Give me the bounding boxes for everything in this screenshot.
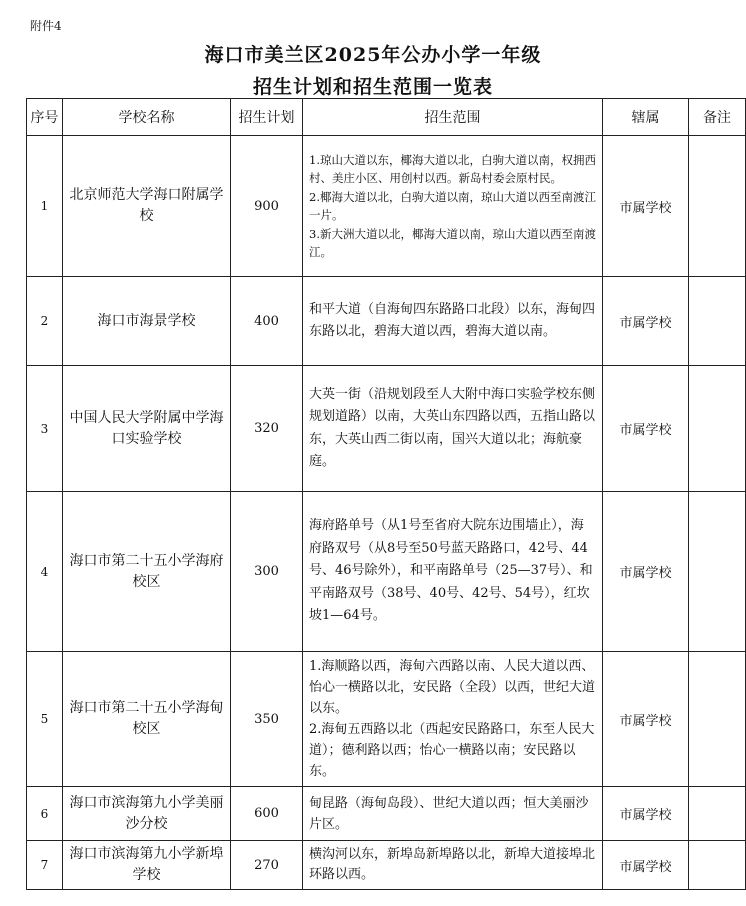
row-affiliation: 市属学校 [603, 277, 689, 366]
row-index: 4 [27, 492, 63, 652]
scope-line: 1.海顺路以西，海甸六西路以南、人民大道以西、怡心一横路以北，安民路（全段）以西，世纪大道以东。 [309, 659, 596, 716]
scope-line: 3.新大洲大道以北，椰海大道以南，琼山大道以西至南渡江。 [309, 226, 596, 259]
scope-line: 大英一街（沿规划段至人大附中海口实验学校东侧规划道路）以南，大英山东四路以西，五指山路以东，大英山西二街以南，国兴大道以北；海航豪庭。 [309, 386, 596, 469]
header-remarks: 备注 [689, 99, 746, 136]
header-school: 学校名称 [63, 99, 231, 136]
table-row [27, 652, 746, 787]
table-row [27, 366, 746, 492]
row-scope [303, 652, 603, 787]
header-plan: 招生计划 [231, 99, 303, 136]
row-affiliation: 市属学校 [603, 652, 689, 787]
row-scope [303, 136, 603, 277]
row-affiliation: 市属学校 [603, 492, 689, 652]
row-school: 海口市第二十五小学海府校区 [63, 492, 231, 652]
row-remarks [689, 277, 746, 366]
scope-line: 和平大道（自海甸四东路路口北段）以东，海甸四东路以北，碧海大道以西，碧海大道以南。 [309, 301, 596, 339]
table-row [27, 136, 746, 277]
row-scope [303, 366, 603, 492]
row-affiliation: 市属学校 [603, 787, 689, 841]
row-plan: 900 [231, 136, 303, 277]
scope-line: 2.椰海大道以北，白驹大道以南，琼山大道以西至南渡江一片。 [309, 189, 596, 222]
row-school: 海口市滨海第九小学新埠学校 [63, 841, 231, 890]
row-affiliation: 市属学校 [603, 366, 689, 492]
row-remarks [689, 136, 746, 277]
row-scope [303, 841, 603, 890]
row-plan: 270 [231, 841, 303, 890]
table-row [27, 277, 746, 366]
row-index: 7 [27, 841, 63, 890]
attachment-label: 附件4 [30, 19, 62, 33]
row-remarks [689, 366, 746, 492]
row-school: 海口市海景学校 [63, 277, 231, 366]
table-row [27, 841, 746, 890]
row-plan: 400 [231, 277, 303, 366]
header-affiliation: 辖属 [603, 99, 689, 136]
row-scope [303, 492, 603, 652]
row-school: 海口市滨海第九小学美丽沙分校 [63, 787, 231, 841]
scope-line: 1.琼山大道以东，椰海大道以北，白驹大道以南，权拥西村、美庄小区、用创村以西。新岛村委会原村民。 [309, 152, 596, 185]
row-remarks [689, 787, 746, 841]
row-index: 3 [27, 366, 63, 492]
table-row [27, 492, 746, 652]
row-school: 北京师范大学海口附属学校 [63, 136, 231, 277]
row-scope [303, 787, 603, 841]
scope-line: 横沟河以东，新埠岛新埠路以北，新埠大道接埠北环路以西。 [309, 847, 596, 882]
document-title-line1: 海口市美兰区2025年公办小学一年级 [204, 44, 542, 66]
row-index: 2 [27, 277, 63, 366]
table-header-row [27, 99, 746, 136]
row-affiliation: 市属学校 [603, 136, 689, 277]
header-scope: 招生范围 [303, 99, 603, 136]
scope-line: 海府路单号（从1号至省府大院东边围墙止），海府路双号（从8号至50号蓝天路路口，42号、44号、46号除外），和平南路单号（25—37号）、和平南路双号（38号、40号、42号、54号），红坎坡1—64号。 [309, 518, 593, 624]
row-remarks [689, 652, 746, 787]
row-scope [303, 277, 603, 366]
row-school: 中国人民大学附属中学海口实验学校 [63, 366, 231, 492]
row-affiliation: 市属学校 [603, 841, 689, 890]
table-row [27, 787, 746, 841]
header-index: 序号 [27, 99, 63, 136]
row-school: 海口市第二十五小学海甸校区 [63, 652, 231, 787]
row-plan: 320 [231, 366, 303, 492]
scope-line: 2.海甸五西路以北（西起安民路路口，东至人民大道）；德利路以西；怡心一横路以南；安民路以东。 [309, 722, 595, 779]
scope-line: 甸昆路（海甸岛段）、世纪大道以西；恒大美丽沙片区。 [309, 795, 589, 832]
row-index: 5 [27, 652, 63, 787]
row-remarks [689, 841, 746, 890]
row-plan: 600 [231, 787, 303, 841]
row-plan: 300 [231, 492, 303, 652]
enrollment-table [26, 98, 746, 890]
row-plan: 350 [231, 652, 303, 787]
row-remarks [689, 492, 746, 652]
row-index: 1 [27, 136, 63, 277]
row-index: 6 [27, 787, 63, 841]
document-title-line2: 招生计划和招生范围一览表 [252, 76, 493, 98]
